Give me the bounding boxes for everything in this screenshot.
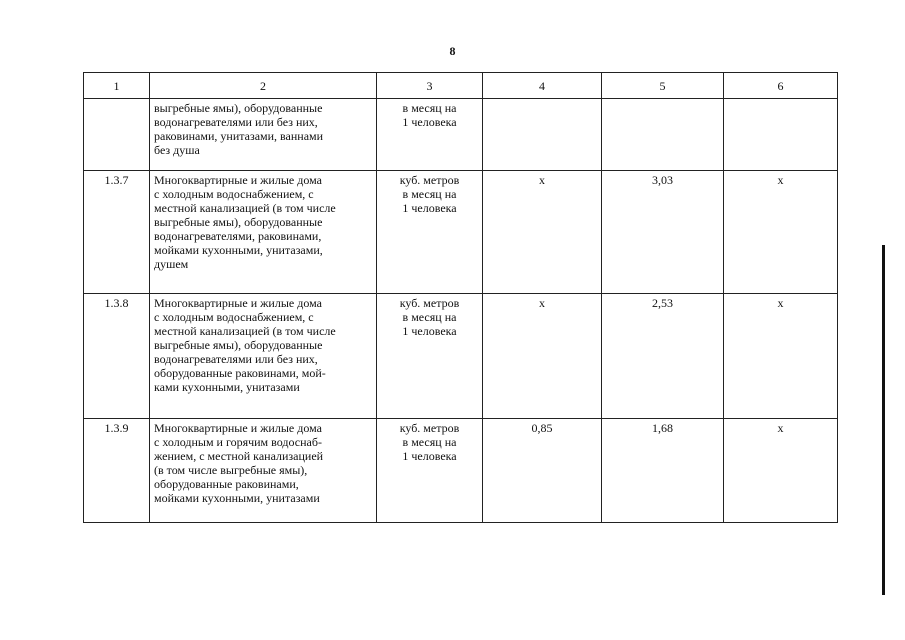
row-description (150, 171, 377, 294)
row-value-col4: 0,85 (483, 419, 602, 523)
row-value-col6: x (724, 419, 838, 523)
unit-line: в месяц на (402, 310, 457, 324)
description-line: мойками кухонными, унитазами, (154, 243, 323, 257)
row-value-col6: x (724, 171, 838, 294)
row-number: 1.3.8 (84, 294, 150, 419)
row-value-col4: x (483, 171, 602, 294)
table-row (84, 171, 838, 294)
description-line: выгребные ямы), оборудованные (154, 338, 323, 352)
unit-line: куб. метров (399, 296, 460, 310)
row-value-col6: x (724, 294, 838, 419)
row-value-col6 (724, 99, 838, 171)
row-number: 1.3.7 (84, 171, 150, 294)
row-unit (377, 171, 483, 294)
row-number (84, 99, 150, 171)
column-header: 5 (602, 73, 724, 99)
description-line: ками кухонными, унитазами (154, 380, 300, 394)
norms-table (83, 72, 838, 523)
table-header-row (84, 73, 838, 99)
description-line: водонагревателями или без них, (154, 352, 318, 366)
column-header: 1 (84, 73, 150, 99)
unit-line: 1 человека (402, 115, 457, 129)
unit-line: 1 человека (402, 201, 457, 215)
row-value-col5: 1,68 (602, 419, 724, 523)
row-unit (377, 294, 483, 419)
row-value-col4: x (483, 294, 602, 419)
description-line: Многоквартирные и жилые дома (154, 296, 322, 310)
row-description (150, 294, 377, 419)
unit-line: куб. метров (399, 421, 460, 435)
description-line: Многоквартирные и жилые дома (154, 173, 322, 187)
row-value-col5: 2,53 (602, 294, 724, 419)
column-header: 4 (483, 73, 602, 99)
scan-margin-bar (882, 245, 885, 595)
unit-line: 1 человека (402, 449, 457, 463)
row-unit (377, 99, 483, 171)
description-line: раковинами, унитазами, ваннами (154, 129, 324, 143)
table-row (84, 294, 838, 419)
description-line: местной канализацией (в том числе (154, 324, 336, 338)
description-line: (в том числе выгребные ямы), (154, 463, 308, 477)
page-number: 8 (449, 44, 456, 58)
description-line: водонагревателями, раковинами, (154, 229, 322, 243)
column-header: 6 (724, 73, 838, 99)
description-line: оборудованные раковинами, мой- (154, 366, 326, 380)
unit-line: куб. метров (399, 173, 460, 187)
description-line: местной канализацией (в том числе (154, 201, 336, 215)
column-header: 2 (150, 73, 377, 99)
description-line: с холодным водоснабжением, с (154, 310, 314, 324)
description-line: мойками кухонными, унитазами (154, 491, 320, 505)
unit-line: в месяц на (402, 435, 457, 449)
description-line: оборудованные раковинами, (154, 477, 299, 491)
description-line: выгребные ямы), оборудованные (154, 215, 323, 229)
row-description (150, 99, 377, 171)
row-value-col5 (602, 99, 724, 171)
column-header: 3 (377, 73, 483, 99)
row-value-col5: 3,03 (602, 171, 724, 294)
description-line: без душа (154, 143, 200, 157)
row-unit (377, 419, 483, 523)
row-value-col4 (483, 99, 602, 171)
description-line: водонагревателями или без них, (154, 115, 318, 129)
description-line: жением, с местной канализацией (154, 449, 324, 463)
row-number: 1.3.9 (84, 419, 150, 523)
description-line: Многоквартирные и жилые дома (154, 421, 322, 435)
unit-line: в месяц на (402, 187, 457, 201)
table-row (84, 419, 838, 523)
description-line: выгребные ямы), оборудованные (154, 101, 323, 115)
table-row (84, 99, 838, 171)
unit-line: 1 человека (402, 324, 457, 338)
unit-line: в месяц на (402, 101, 457, 115)
description-line: с холодным и горячим водоснаб- (154, 435, 322, 449)
description-line: с холодным водоснабжением, с (154, 187, 314, 201)
row-description (150, 419, 377, 523)
description-line: душем (154, 257, 189, 271)
